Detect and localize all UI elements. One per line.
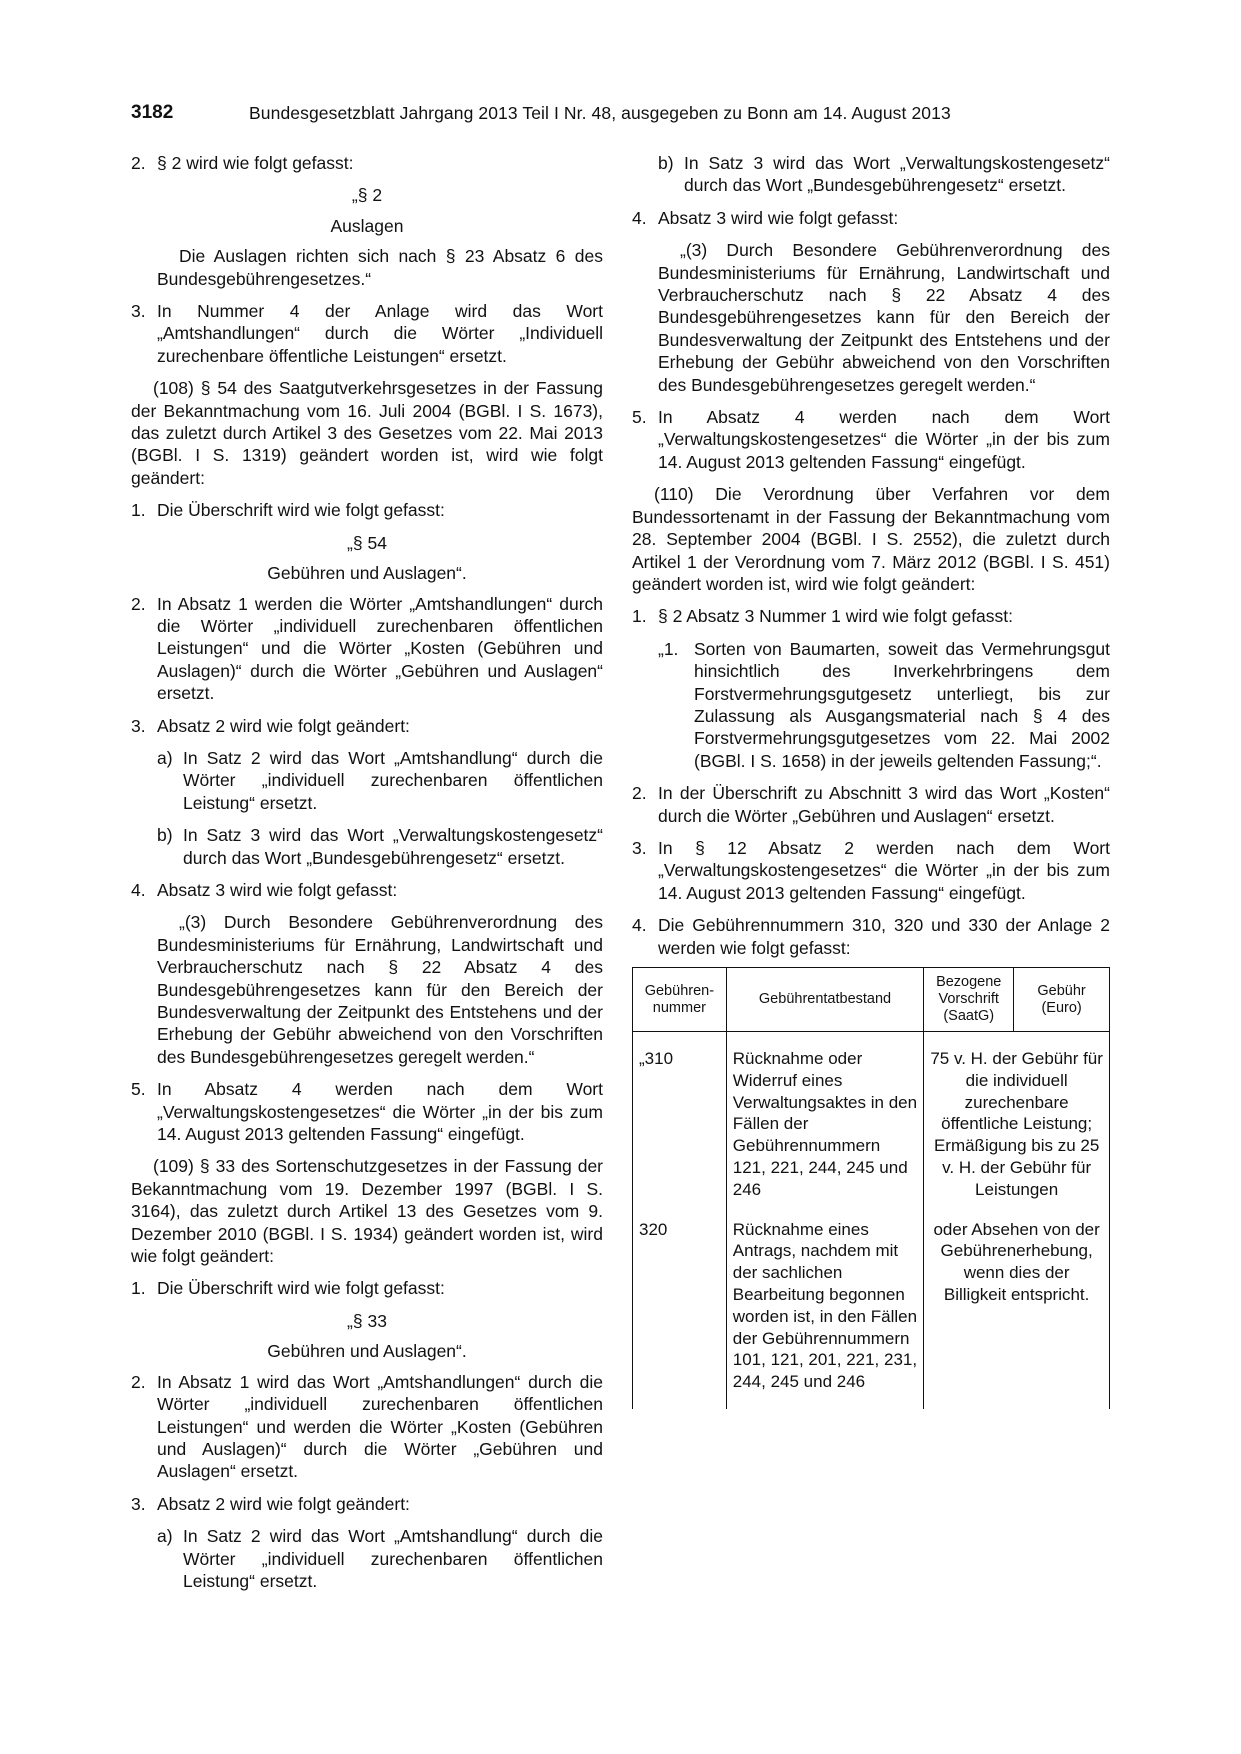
section-title: Auslagen <box>330 215 404 236</box>
list-item: 1. § 2 Absatz 3 Nummer 1 wird wie folgt gefasst: <box>632 606 1014 627</box>
fee-amount: oder Absehen von der Gebührenerhebung, wenn dies der Billigkeit entspricht. <box>924 1217 1110 1395</box>
running-title: Bundesgesetzblatt Jahrgang 2013 Teil I Nr. 48, ausgegeben zu Bonn am 14. August 2013 <box>249 103 951 123</box>
section-number: „§ 33 <box>347 1310 387 1331</box>
paragraph-110: (110) Die Verordnung über Verfahren vor dem Bundessortenamt in der Fassung der Bekanntmachung vom 28. September 2004 (BGBl. I S. 2552), die zuletzt durch Artikel 1 der Verordnung vom 7. März 2012 (BGBl. I S. 451) geändert worden ist, wird wie folgt geändert: <box>632 484 1110 594</box>
list-item: 2. In der Überschrift zu Abschnitt 3 wird das Wort „Kosten“ durch die Wörter „Gebühren und Auslagen“ ersetzt. <box>632 783 1110 826</box>
list-item: 4. Die Gebührennummern 310, 320 und 330 der Anlage 2 werden wie folgt gefasst: <box>632 915 1110 958</box>
sub-item: b) In Satz 3 wird das Wort „Verwaltungskostengesetz“ durch das Wort „Bundesgebührengesetz“ ersetzt. <box>658 153 1110 196</box>
list-item: 3. Absatz 2 wird wie folgt geändert: <box>131 715 410 736</box>
list-item: 4. Absatz 3 wird wie folgt gefasst: <box>131 879 398 900</box>
list-item: 1. Die Überschrift wird wie folgt gefasst: <box>131 500 445 521</box>
quoted-text: „(3) Durch Besondere Gebührenverordnung des Bundesministeriums für Ernährung, Landwirtschaft und Verbraucherschutz nach § 22 Absatz 4 des Bundesgebührengesetzes kann für den Bereich der Bundesverwaltung der Zeitpunkt des Entstehens und der Erhebung der Gebühr abweichend von den Vorschriften des Bundesgebührengesetzes geregelt werden.“ <box>157 912 603 1067</box>
quoted-text: „(3) Durch Besondere Gebührenverordnung des Bundesministeriums für Ernährung, Landwirtschaft und Verbraucherschutz nach § 22 Absatz 4 des Bundesgebührengesetzes kann für den Bereich der Bundesverwaltung der Zeitpunkt des Entstehens und der Erhebung der Gebühr abweichend von den Vorschriften des Bundesgebührengesetzes geregelt werden.“ <box>658 240 1110 395</box>
left-column <box>131 152 603 1602</box>
column-header: Gebühr (Euro) <box>1014 968 1110 1032</box>
list-item: 2. In Absatz 1 werden die Wörter „Amtshandlungen“ durch die Wörter „individuell zurechenbaren öffentlichen Leistungen“ und die Wörter „Kosten (Gebühren und Auslagen)“ durch die Wörter „Gebühren und Auslagen“ ersetzt. <box>131 593 603 704</box>
fee-table <box>632 967 1110 1409</box>
page-header <box>131 102 1111 128</box>
fee-number: „310 <box>633 1046 727 1203</box>
list-item: 3. In § 12 Absatz 2 werden nach dem Wort „Verwaltungskostengesetzes“ die Wörter „in der bis zum 14. August 2013 geltenden Fassung“ eingefügt. <box>632 837 1110 903</box>
list-item: 5. In Absatz 4 werden nach dem Wort „Verwaltungskostengesetzes“ die Wörter „in der bis zum 14. August 2013 geltenden Fassung“ eingefügt. <box>632 407 1110 472</box>
column-header: Bezogene Vorschrift (SaatG) <box>924 968 1014 1032</box>
list-item: 5. In Absatz 4 werden nach dem Wort „Verwaltungskostengesetzes“ die Wörter „in der bis zum 14. August 2013 geltenden Fassung“ eingefügt. <box>131 1079 603 1145</box>
list-item: 2. In Absatz 1 wird das Wort „Amtshandlungen“ durch die Wörter „individuell zurechenbaren öffentlichen Leistungen“ und werden die Wörter „Kosten (Gebühren und Auslagen)“ durch die Wörter „Gebühren und Auslagen“ ersetzt. <box>131 1371 603 1482</box>
fee-number: 320 <box>633 1217 727 1395</box>
list-item: 3. In Nummer 4 der Anlage wird das Wort „Amtshandlungen“ durch die Wörter „Individuell zurechenbare öffentliche Leistungen“ ersetzt. <box>131 301 603 366</box>
section-number: „§ 2 <box>351 185 383 206</box>
quoted-text: Die Auslagen richten sich nach § 23 Absatz 6 des Bundesgebührengesetzes.“ <box>157 246 603 289</box>
paragraph-108: (108) § 54 des Saatgutverkehrsgesetzes in der Fassung der Bekanntmachung vom 16. Juli 2004 (BGBl. I S. 1673), das zuletzt durch Artikel 3 des Gesetzes vom 22. Mai 2013 (BGBl. I S. 1319) geändert worden ist, wird wie folgt geändert: <box>131 378 603 488</box>
list-item: 2. § 2 wird wie folgt gefasst: <box>131 153 354 173</box>
section-title: Gebühren und Auslagen“. <box>267 563 467 584</box>
sub-item: a) In Satz 2 wird das Wort „Amtshandlung“ durch die Wörter „individuell zurechenbaren öffentlichen Leistung“ ersetzt. <box>157 747 603 813</box>
quoted-item: „1. Sorten von Baumarten, soweit das Vermehrungsgut hinsichtlich des Inverkehrbringens dem Forstvermehrungsgutgesetz unterliegt, bis zur Zulassung als Ausgangsmaterial nach § 4 des Forstvermehrungsgutgesetzes vom 22. Mai 2002 (BGBl. I S. 1658) in der jeweils geltenden Fassung;“. <box>658 638 1110 771</box>
sub-item: b) In Satz 3 wird das Wort „Verwaltungskostengesetz“ durch das Wort „Bundesgebührengesetz“ ersetzt. <box>157 825 603 868</box>
sub-item: a) In Satz 2 wird das Wort „Amtshandlung“ durch die Wörter „individuell zurechenbaren öffentlichen Leistung“ ersetzt. <box>157 1526 603 1591</box>
section-number: „§ 54 <box>347 532 387 553</box>
table-row <box>633 1046 1110 1203</box>
fee-description: Rücknahme oder Widerruf eines Verwaltungsaktes in den Fällen der Gebührennummern 121, 221, 244, 245 und 246 <box>726 1046 924 1203</box>
column-header: Gebühren- nummer <box>633 968 727 1032</box>
column-header: Gebührentatbestand <box>726 968 924 1032</box>
fee-description: Rücknahme eines Antrags, nachdem mit der sachlichen Bearbeitung begonnen worden ist, in den Fällen der Gebührennummern 101, 121, 201, 221, 231, 244, 245 und 246 <box>726 1217 924 1395</box>
paragraph-109: (109) § 33 des Sortenschutzgesetzes in der Fassung der Bekanntmachung vom 19. Dezember 1997 (BGBl. I S. 3164), das zuletzt durch Artikel 13 des Gesetzes vom 9. Dezember 2010 (BGBl. I S. 1934) geändert worden ist, wird wie folgt geändert: <box>131 1156 603 1267</box>
right-column <box>632 152 1110 1409</box>
table-header-row <box>633 968 1110 1032</box>
page-number: 3182 <box>131 102 174 123</box>
fee-amount: 75 v. H. der Gebühr für die individuell zurechenbare öffentliche Leistung; Ermäßigung bis zu 25 v. H. der Gebühr für Leistungen <box>924 1046 1110 1203</box>
list-item: 4. Absatz 3 wird wie folgt gefasst: <box>632 207 899 228</box>
table-row <box>633 1217 1110 1395</box>
section-title: Gebühren und Auslagen“. <box>267 1341 467 1362</box>
list-item: 3. Absatz 2 wird wie folgt geändert: <box>131 1493 410 1514</box>
list-item: 1. Die Überschrift wird wie folgt gefasst: <box>131 1278 445 1299</box>
